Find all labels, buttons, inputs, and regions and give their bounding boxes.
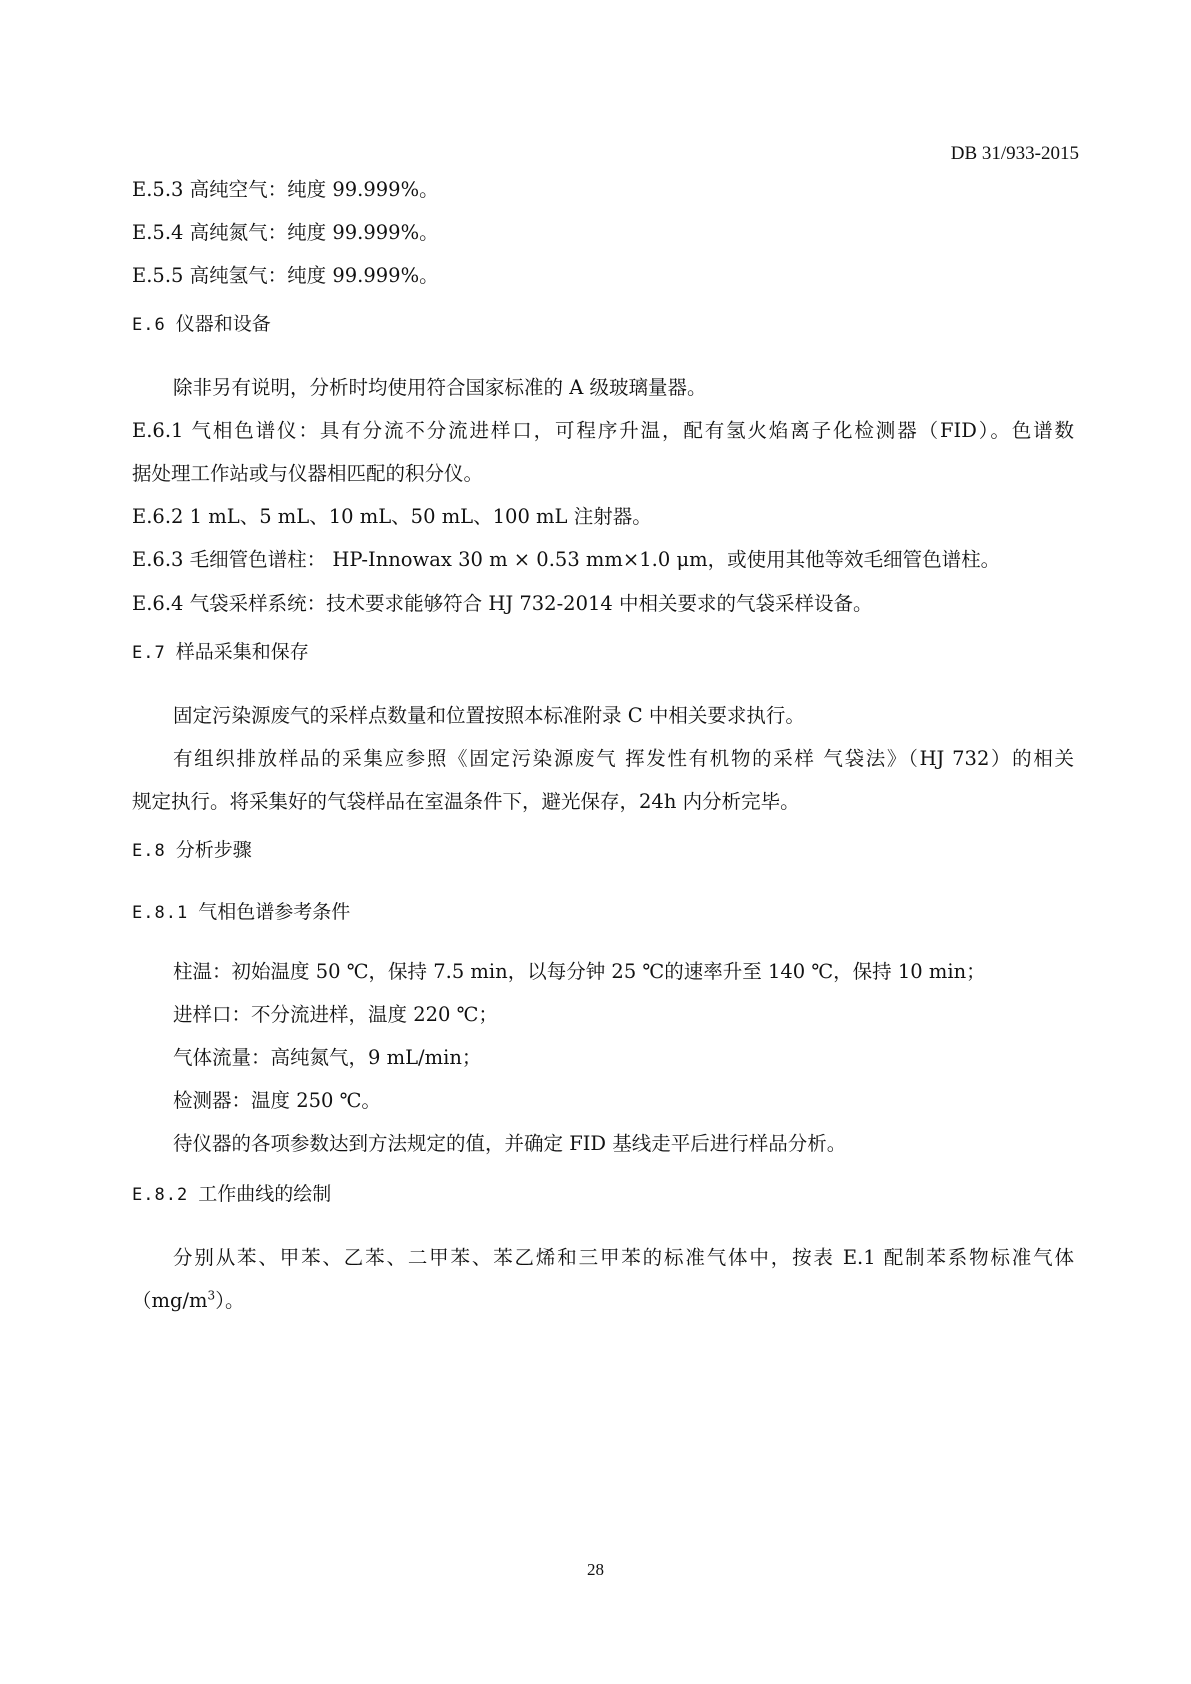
paragraph-e6-intro: 除非另有说明，分析时均使用符合国家标准的 A 级玻璃量器。 bbox=[173, 376, 707, 399]
subsection-heading-e81 bbox=[132, 898, 350, 927]
subsection-title: 气相色谱参考条件 bbox=[198, 901, 351, 923]
section-title: 仪器和设备 bbox=[175, 313, 271, 335]
section-title: 分析步骤 bbox=[175, 839, 252, 861]
unit-text: （mg/m bbox=[132, 1289, 208, 1312]
section-heading-e6 bbox=[132, 310, 271, 339]
page-number: 28 bbox=[587, 1560, 604, 1579]
condition-detector: 检测器：温度 250 ℃。 bbox=[173, 1089, 381, 1112]
section-number: E.6 bbox=[132, 315, 166, 335]
paragraph-e7-2-line2: 规定执行。将采集好的气袋样品在室温条件下，避光保存，24h 内分析完毕。 bbox=[132, 790, 800, 813]
paragraph-e7-1: 固定污染源废气的采样点数量和位置按照本标准附录 C 中相关要求执行。 bbox=[173, 704, 805, 727]
clause-e63: E.6.3 毛细管色谱柱： HP-Innowax 30 m × 0.53 mm×1.0 μm，或使用其他等效毛细管色谱柱。 bbox=[132, 548, 1001, 571]
clause-e62: E.6.2 1 mL、5 mL、10 mL、50 mL、100 mL 注射器。 bbox=[132, 505, 652, 528]
section-heading-e7 bbox=[132, 638, 309, 667]
condition-note: 待仪器的各项参数达到方法规定的值，并确定 FID 基线走平后进行样品分析。 bbox=[173, 1132, 847, 1155]
unit-close: ）。 bbox=[215, 1289, 245, 1312]
condition-gas-flow: 气体流量：高纯氮气，9 mL/min； bbox=[173, 1046, 482, 1069]
condition-column-temperature: 柱温：初始温度 50 ℃，保持 7.5 min，以每分钟 25 ℃的速率升至 140 ℃，保持 10 min； bbox=[173, 960, 986, 983]
subsection-title: 工作曲线的绘制 bbox=[198, 1183, 332, 1205]
subsection-number: E.8.2 bbox=[132, 1185, 189, 1205]
paragraph-e82-line1: 分别从苯、甲苯、乙苯、二甲苯、苯乙烯和三甲苯的标准气体中，按表 E.1 配制苯系物标准气体 bbox=[173, 1246, 1074, 1269]
section-heading-e8 bbox=[132, 836, 252, 865]
unit-superscript: 3 bbox=[207, 1288, 216, 1303]
section-title: 样品采集和保存 bbox=[175, 641, 309, 663]
subsection-heading-e82 bbox=[132, 1180, 331, 1209]
clause-e64: E.6.4 气袋采样系统：技术要求能够符合 HJ 732-2014 中相关要求的气袋采样设备。 bbox=[132, 592, 873, 615]
subsection-number: E.8.1 bbox=[132, 903, 189, 923]
clause-e61-line1: E.6.1 气相色谱仪：具有分流不分流进样口，可程序升温，配有氢火焰离子化检测器（FID）。色谱数 bbox=[132, 419, 1074, 442]
section-number: E.7 bbox=[132, 643, 166, 663]
condition-inlet: 进样口：不分流进样，温度 220 ℃； bbox=[173, 1003, 498, 1026]
paragraph-e7-2-line1: 有组织排放样品的采集应参照《固定污染源废气 挥发性有机物的采样 气袋法》（HJ 732）的相关 bbox=[173, 747, 1074, 770]
clause-e61-line2: 据处理工作站或与仪器相匹配的积分仪。 bbox=[132, 462, 484, 485]
standard-code: DB 31/933-2015 bbox=[950, 143, 1079, 164]
section-number: E.8 bbox=[132, 841, 166, 861]
clause-e54: E.5.4 高纯氮气：纯度 99.999%。 bbox=[132, 221, 439, 244]
paragraph-e82-line2 bbox=[132, 1287, 244, 1315]
clause-e53: E.5.3 高纯空气：纯度 99.999%。 bbox=[132, 178, 439, 201]
clause-e55: E.5.5 高纯氢气：纯度 99.999%。 bbox=[132, 264, 439, 287]
